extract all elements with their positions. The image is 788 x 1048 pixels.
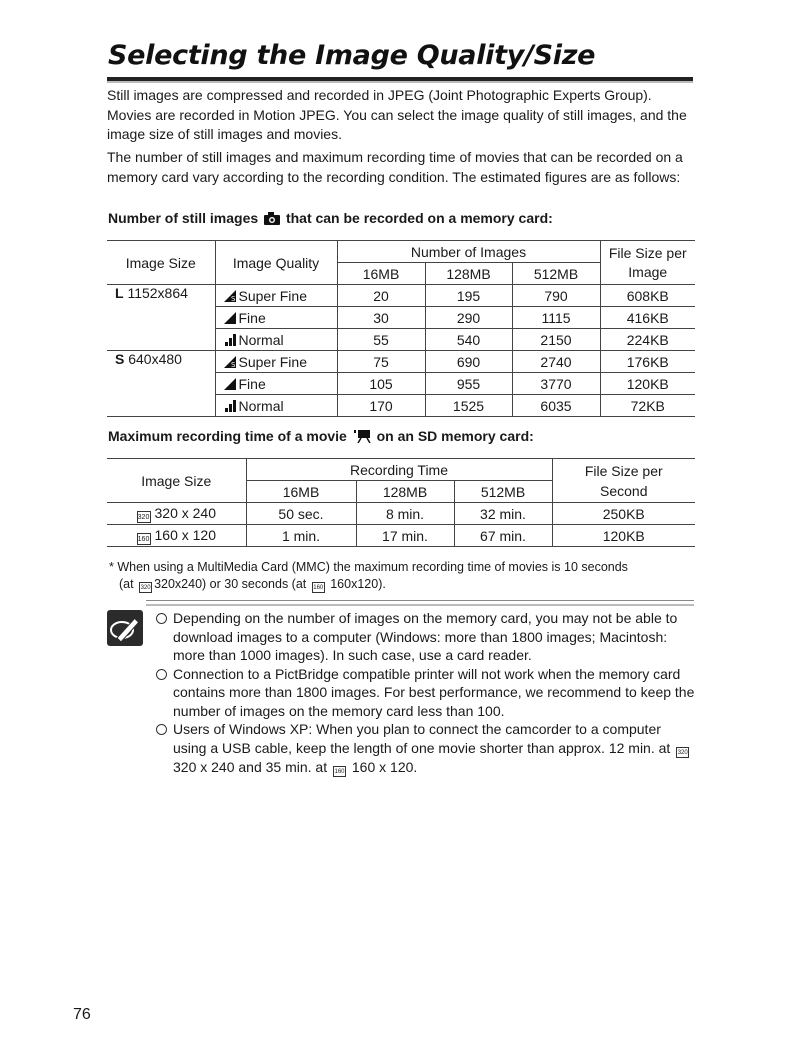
size-cell [107,525,246,547]
quality-cell [215,307,337,329]
text-span: 320 x 240 and 35 min. at [173,758,328,775]
movie-icon [353,429,371,443]
text-span: Super Fine [238,353,307,370]
still-images-table [107,240,695,417]
fine-icon [224,377,236,390]
table-cell: 224KB [600,329,695,351]
table-cell: 6035 [512,395,600,417]
list-item [156,720,696,777]
header-file-size-per-second: File Size per Second [552,459,695,503]
table-row [107,525,695,547]
movie-heading-text-a: Maximum recording time of a movie [108,428,347,444]
table-cell: 72KB [600,395,695,417]
table-cell: 8 min. [356,503,454,525]
size-160-icon: 160 [137,533,151,545]
still-images-heading [108,210,553,226]
size-320-icon: 320 [676,747,689,758]
table-cell: 290 [425,307,512,329]
movie-heading [108,428,534,444]
svg-text:S: S [230,360,235,368]
table-cell: 1 min. [246,525,356,547]
fine-icon [224,311,236,324]
quality-cell [215,285,337,307]
size-320-icon: 320 [139,582,152,593]
quality-cell [215,329,337,351]
table-cell: 195 [425,285,512,307]
table-row [107,285,695,307]
size-160-icon: 160 [333,766,346,777]
table-cell: 250KB [552,503,695,525]
table-cell: 120KB [552,525,695,547]
text-span: 160 x 120. [351,758,418,775]
table-cell: 1115 [512,307,600,329]
svg-text:S: S [230,294,235,302]
text-span: Super Fine [238,287,307,304]
quality-cell [215,373,337,395]
header-512mb: 512MB [512,263,600,285]
note-icon [107,610,143,646]
header-recording-time: Recording Time [246,459,552,481]
footnote-line-1: * When using a MultiMedia Card (MMC) the maximum recording time of movies is 10 seconds [109,560,628,574]
table-cell: 2150 [512,329,600,351]
text-span: (at [119,577,134,591]
still-heading-text-a: Number of still images [108,210,259,226]
table-cell: 20 [337,285,425,307]
table-cell: 690 [425,351,512,373]
table-row [107,351,695,373]
text-span: Fine [238,375,266,392]
text-span: 320x240) or 30 seconds (at [154,577,307,591]
text-span: Normal [238,397,284,414]
normal-icon [224,333,236,346]
list-item: Depending on the number of images on the memory card, you may not be able to download images to a computer (Windows: more than 1800 images; Macintosh: more than 1000 images). In such case, use a card reader. [156,609,696,665]
text-span: 160x120). [330,577,386,591]
table-cell: 55 [337,329,425,351]
intro-paragraph-2: The number of still images and maximum recording time of movies that can be recorded on a memory card vary according to the recording condition. The estimated figures are as follows: [107,149,683,185]
header-image-size: Image Size [107,241,215,285]
table-cell: 416KB [600,307,695,329]
table-cell: 608KB [600,285,695,307]
quality-cell [215,351,337,373]
pencil-note-icon [107,610,143,646]
header-16mb: 16MB [246,481,356,503]
camera-icon [264,212,280,225]
table-cell: 105 [337,373,425,395]
intro-paragraph-1: Still images are compressed and recorded in JPEG (Joint Photographic Experts Group). Movies are recorded in Motion JPEG. You can select the image quality of still images, and the image size of still images and movies. [107,87,687,142]
text-span: Fine [238,309,266,326]
size-160-icon: 160 [312,582,325,593]
super-fine-icon [224,355,236,368]
header-512mb: 512MB [454,481,552,503]
footnote-line-2 [119,576,709,593]
still-heading-text-b: that can be recorded on a memory card: [285,210,553,226]
text-span: 640x480 [128,351,182,367]
size-cell-small [107,351,215,417]
table-cell: 50 sec. [246,503,356,525]
text-span: 160 x 120 [154,526,216,543]
table-cell: 3770 [512,373,600,395]
header-file-size: File Size per Image [600,241,695,285]
page-title: Selecting the Image Quality/Size [108,40,596,71]
table-cell: 2740 [512,351,600,373]
table-cell: 955 [425,373,512,395]
notes-list [156,609,696,777]
header-16mb: 16MB [337,263,425,285]
text-span: 1152x864 [127,285,188,301]
quality-cell [215,395,337,417]
movie-heading-text-b: on an SD memory card: [376,428,534,444]
header-128mb: 128MB [425,263,512,285]
size-320-icon: 320 [137,511,151,523]
movie-recording-table [107,458,695,547]
table-cell: 32 min. [454,503,552,525]
text-span: S [115,351,125,367]
text-span: 320 x 240 [154,504,216,521]
table-cell: 176KB [600,351,695,373]
table-cell: 170 [337,395,425,417]
table-cell: 540 [425,329,512,351]
notes-rule [146,600,694,601]
super-fine-icon [224,289,236,302]
header-image-size: Image Size [107,459,246,503]
table-cell: 1525 [425,395,512,417]
title-rule [107,77,693,81]
text-span: Normal [238,331,284,348]
page-number: 76 [73,1006,91,1023]
table-cell: 120KB [600,373,695,395]
normal-icon [224,399,236,412]
header-image-quality: Image Quality [215,241,337,285]
table-cell: 30 [337,307,425,329]
table-cell: 17 min. [356,525,454,547]
header-number-of-images: Number of Images [337,241,600,263]
size-cell [107,503,246,525]
text-span: Users of Windows XP: When you plan to connect the camcorder to a computer using a USB cable, keep the length of one movie shorter than approx. 12 min. at [173,721,671,756]
header-128mb: 128MB [356,481,454,503]
text-span: L [115,285,124,301]
table-cell: 75 [337,351,425,373]
table-cell: 67 min. [454,525,552,547]
table-cell: 790 [512,285,600,307]
size-cell-large [107,285,215,351]
table-row [107,503,695,525]
list-item: Connection to a PictBridge compatible printer will not work when the memory card contains more than 1800 images. For best performance, we recommend to keep the number of images on the memory card less than 100. [156,665,696,721]
